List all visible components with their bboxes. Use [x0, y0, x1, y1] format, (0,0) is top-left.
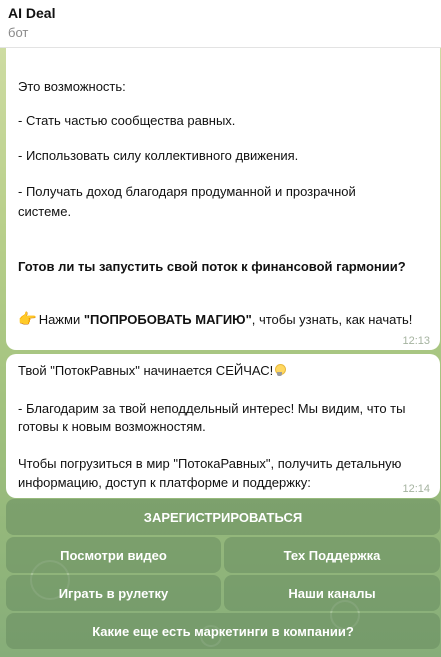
our-channels-button[interactable]: Наши каналы	[224, 575, 440, 611]
message-text: Нажми	[38, 312, 84, 327]
lightbulb-icon	[275, 364, 284, 376]
message-line: - Стать частью сообщества равных.	[18, 113, 236, 128]
message-time: 12:14	[402, 483, 430, 495]
message-line: системе.	[18, 204, 72, 219]
message-line	[18, 362, 284, 380]
message-bubble	[6, 48, 440, 350]
message-line: - Использовать силу коллективного движения.	[18, 148, 299, 163]
message-highlight: "ПОПРОБОВАТЬ МАГИЮ"	[83, 312, 252, 327]
message-line-cta	[18, 311, 412, 329]
register-button[interactable]: ЗАРЕГИСТРИРОВАТЬСЯ	[6, 499, 440, 535]
message-time: 12:13	[402, 335, 430, 347]
message-line: Чтобы погрузиться в мир "ПотокаРавных", получить детальную	[18, 456, 402, 471]
message-line: информацию, доступ к платформе и поддержку:	[18, 475, 311, 490]
roulette-button[interactable]: Играть в рулетку	[6, 575, 221, 611]
tech-support-button[interactable]: Тех Поддержка	[224, 537, 440, 573]
message-text: Твой "ПотокРавных" начинается СЕЙЧАС!	[18, 363, 274, 378]
message-line: - Благодарим за твой неподдельный интерес! Мы видим, что ты	[18, 401, 406, 416]
message-question: Готов ли ты запустить свой поток к финансовой гармонии?	[18, 259, 406, 274]
message-text: , чтобы узнать, как начать!	[251, 312, 413, 327]
message-bubble	[6, 354, 440, 498]
watch-video-button[interactable]: Посмотри видео	[6, 537, 221, 573]
message-line: Это возможность:	[18, 79, 126, 94]
marketing-info-button[interactable]: Какие еще есть маркетинги в компании?	[6, 613, 440, 649]
message-line: готовы к новым возможностям.	[18, 419, 206, 434]
pointing-hand-icon: 👉	[18, 311, 37, 328]
message-line: - Получать доход благодаря продуманной и прозрачной	[18, 184, 356, 199]
chat-header[interactable]	[0, 0, 441, 48]
chat-subtitle: бот	[8, 25, 29, 40]
chat-title: AI Deal	[8, 5, 56, 21]
